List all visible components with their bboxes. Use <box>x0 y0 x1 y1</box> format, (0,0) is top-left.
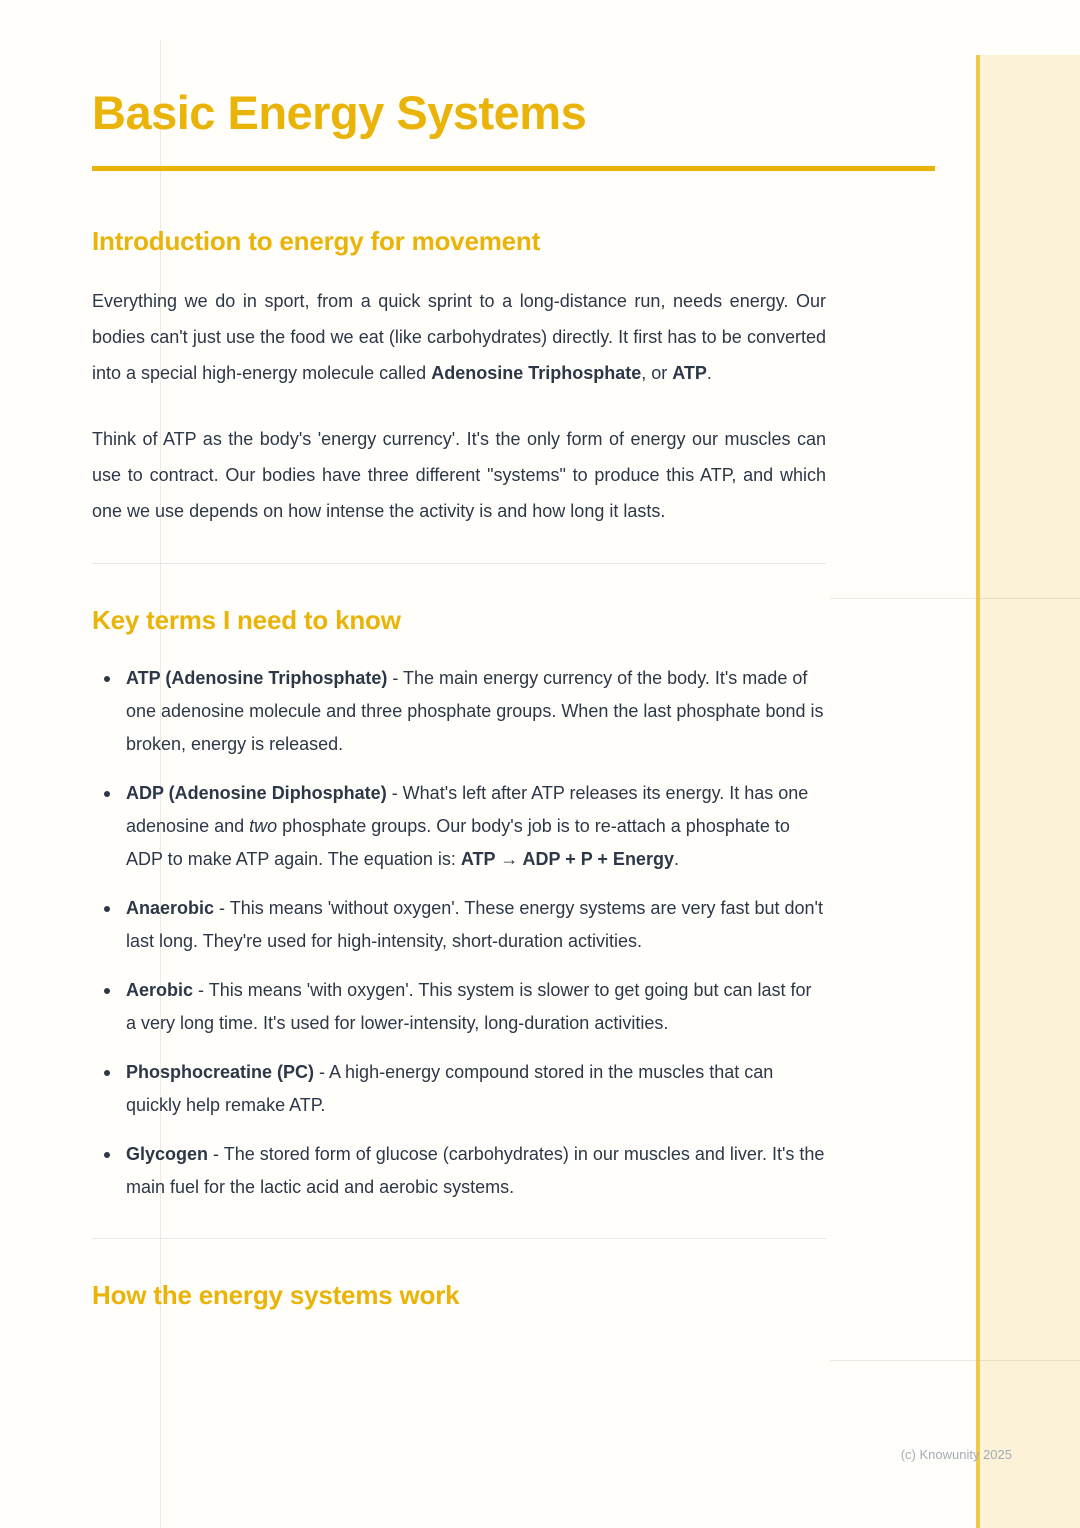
notebook-margin-strip <box>980 55 1080 1528</box>
intro-paragraph-2: Think of ATP as the body's 'energy currency'. It's the only form of energy our muscles can use to contract. Our bodies have three different "systems" to produce this ATP, and which one we use depends on how intense the activity is and how long it lasts. <box>92 429 826 521</box>
term-aerobic: Aerobic - This means 'with oxygen'. This system is slower to get going but can last for a very long time. It's used for lower-intensity, long-duration activities. <box>126 980 812 1033</box>
document-content <box>92 86 826 1337</box>
bullet-icon <box>104 906 110 912</box>
key-terms-list <box>92 662 826 1204</box>
list-item <box>104 662 826 761</box>
term-adp: ADP (Adenosine Diphosphate) - What's left after ATP releases its energy. It has one adenosine and two phosphate groups. Our body's job is to re-attach a phosphate to ADP to make ATP again. The equation is: ATP → ADP + P + Energy. <box>126 783 809 869</box>
list-item <box>104 1056 826 1122</box>
list-item <box>104 1138 826 1204</box>
page-title: Basic Energy Systems <box>92 86 587 139</box>
term-glycogen: Glycogen - The stored form of glucose (carbohydrates) in our muscles and liver. It's the main fuel for the lactic acid and aerobic systems. <box>126 1144 825 1197</box>
section-heading-how-systems-work: How the energy systems work <box>92 1280 460 1310</box>
bullet-icon <box>104 676 110 682</box>
section-divider <box>92 1238 826 1239</box>
list-item <box>104 777 826 876</box>
bullet-icon <box>104 988 110 994</box>
section-heading-intro: Introduction to energy for movement <box>92 226 541 256</box>
intro-paragraph-1: Everything we do in sport, from a quick sprint to a long-distance run, needs energy. Our bodies can't just use the food we eat (like carbohydrates) directly. It first has to be converted into a special high-energy molecule called Adenosine Triphosphate, or ATP. <box>92 291 826 383</box>
term-anaerobic: Anaerobic - This means 'without oxygen'. These energy systems are very fast but don't last long. They're used for high-intensity, short-duration activities. <box>126 898 823 951</box>
copyright-watermark: (c) Knowunity 2025 <box>900 1447 1012 1462</box>
ruled-line <box>830 1360 1080 1361</box>
bullet-icon <box>104 791 110 797</box>
term-atp: ATP (Adenosine Triphosphate) - The main energy currency of the body. It's made of one adenosine molecule and three phosphate groups. When the last phosphate bond is broken, energy is released. <box>126 668 824 754</box>
section-heading-key-terms: Key terms I need to know <box>92 605 401 635</box>
title-underline <box>92 166 935 171</box>
section-divider <box>92 563 826 564</box>
notebook-margin-line <box>976 55 980 1528</box>
bullet-icon <box>104 1070 110 1076</box>
list-item <box>104 974 826 1040</box>
list-item <box>104 892 826 958</box>
bullet-icon <box>104 1152 110 1158</box>
term-phosphocreatine: Phosphocreatine (PC) - A high-energy compound stored in the muscles that can quickly help remake ATP. <box>126 1062 774 1115</box>
ruled-line <box>830 598 1080 599</box>
